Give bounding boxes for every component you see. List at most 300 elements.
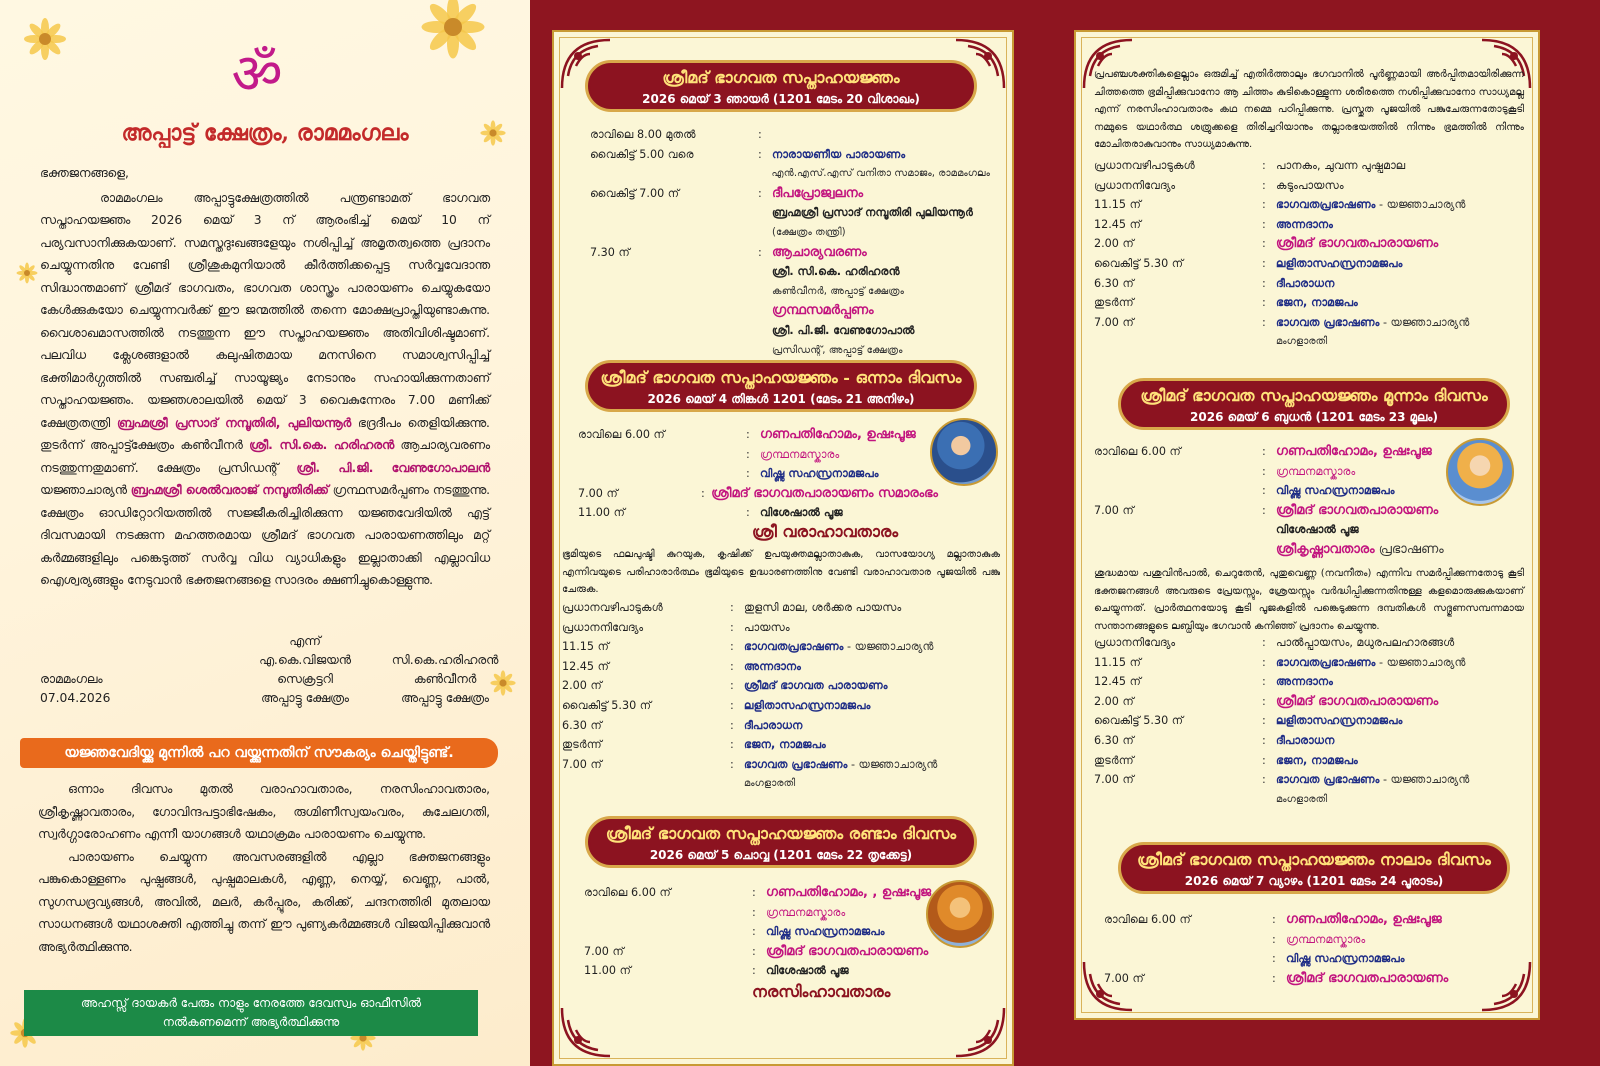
para-notice-band: യജ്ഞവേദിയ്ക്കു മുന്നിൽ പറ വയ്ക്കുന്നതിന് സൗകര്യം ചെയ്തിട്ടുണ്ട്. [20,738,498,768]
schedule-row [590,262,990,282]
schedule-time: 6.30 ന് [562,718,602,732]
secretary-name: എ.കെ.വിജയൻ [259,653,351,667]
schedule-time: 7.00 ന് [1094,503,1134,517]
schedule-item-text: വിശേഷാൽ പൂജ [766,964,849,978]
schedule-row [584,903,944,923]
schedule-time [1094,540,1262,560]
colon-separator: : [1262,276,1266,290]
colon-separator: : [758,245,762,259]
schedule-item [1276,520,1464,540]
schedule-item-text: ശ്രീ. സി.കെ. ഹരിഹരൻ [772,265,900,279]
colon-separator: : [1262,773,1266,787]
schedule-item-text: ദീപപ്രോജ്വലനം [772,185,864,201]
schedule-item-text: ഗ്രന്ഥനമസ്കാരം [760,447,840,461]
schedule-item [1276,215,1524,235]
schedule-item-text: പ്രസിഡന്റ്, അപ്പാട്ട് ക്ഷേത്രം [772,344,903,356]
schedule-item-text: ശ്രീമദ് ഭാഗവതപാരായണം [1286,970,1449,986]
schedule-row [1094,274,1524,294]
colon-separator: : [730,718,734,732]
invitation-letter [40,162,490,592]
avatar-heading: ശ്രീ വരാഹാവതാരം [752,522,899,541]
schedule-time [590,223,758,243]
schedule-item-text: മംഗളാരതി [1276,336,1328,348]
schedule-time: 12.45 ന് [1094,675,1141,689]
schedule-item [766,961,944,981]
schedule-item-text: ആചാര്യവരണം [772,244,867,260]
schedule-time [1104,949,1272,969]
schedule-item-note: - യജ്ഞാചാര്യൻ [1379,773,1470,787]
colon-separator: : [752,905,756,919]
schedule-row [590,301,990,321]
schedule-item [772,321,990,341]
colon-separator: : [730,679,734,693]
colon-separator [758,203,772,223]
schedule-item-text: മംഗളാരതി [744,778,796,790]
banner-title: ശ്രീമദ് ഭാഗവത സപ്താഹയജ്ഞം മൂന്നാം ദിവസം [1140,386,1488,405]
place: രാമമംഗലം [40,672,103,686]
colon-separator: : [746,467,750,481]
schedule-row [590,321,990,341]
letter-text: രാമമംഗലം അപ്പാട്ടുക്ഷേത്രത്തിൽ പന്ത്രണ്ടാമത് ഭാഗവത സപ്താഹയജ്ഞം 2026 മെയ് 3 ന് ആരംഭിച്ച് മെയ് 10 ന് പര്യവസാനിക്കുകയാണ്. സമസ്തദുഃഖങ്ങളേയും നശിപ്പിച്ച് അമൃതത്വത്തെ പ്രദാനം ചെയ്യുന്നതിനു വേണ്ടി ശ്രീശുകമുനിയാൽ കീർത്തിക്കപ്പെട്ട സർവ്വവേദാന്ത സിദ്ധാന്തമാണ് ശ്രീമദ് ഭാഗവതം, ഭാഗവത ശാസ്ത്രം പാരായണം ചെയ്യുകയോ കേൾക്കുകയോ ചെയ്യുന്നവർക്ക് ഈ ജന്മത്തിൽ തന്നെ മോക്ഷപ്രാപ്തിയുണ്ടാകുന്നു. വൈശാഖമാസത്തിൽ നടത്തുന്ന ഈ സപ്താഹയജ്ഞം അതിവിശിഷ്ടമാണ്. പലവിധ ക്ലേശങ്ങളാൽ കലുഷിതമായ മനസിനെ സമാശ്വസിപ്പിച്ച് ഭക്തിമാർഗ്ഗത്തിൽ സഞ്ചരിച്ച് സായൂജ്യം നേടാനും സഹായിക്കുന്നതാണ് സപ്താഹയജ്ഞം. യജ്ഞശാലയിൽ മെയ് 3 വൈകുന്നേരം 7.00 മണിക്ക് ക്ഷേത്രതന്ത്രി [40,190,490,430]
schedule-time: 7.00 ന് [562,757,602,771]
colon-separator: : [1272,932,1276,946]
president-name: ശ്രീ. പി.ജി. വേണുഗോപാലൻ [296,460,490,475]
schedule-item-text: ലളിതാസഹസ്രനാമജപം [744,698,871,712]
schedule-item-text: വിശേഷാൽ പൂജ [760,506,843,520]
schedule-time: പ്രധാനനിവേദ്യം [562,620,644,634]
ahass-notice-line1: അഹസ്സ് ദായകർ പേരും നാളും നേരത്തേ ദേവസ്വം ഓഫീസിൽ [80,996,422,1010]
letter-text: ആചാര്യവരണം നടത്തുന്നതുമാണ്. ക്ഷേത്രം പ്രസിഡന്റ് [40,438,490,475]
schedule-row [584,883,944,903]
schedule-item-note: - യജ്ഞാചാര്യൻ [847,757,938,771]
schedule-row [562,598,1002,618]
schedule-time: 7.30 ന് [590,245,630,259]
deity-image [930,418,998,486]
schedule-item-text: ഭജന, നാമജപം [744,738,826,752]
schedule-item [744,598,1002,618]
schedule-row [590,223,990,243]
schedule-row [1094,731,1524,751]
colon-separator [758,321,772,341]
schedule-item [771,164,990,184]
colon-separator: : [1272,913,1276,926]
schedule-item [1276,790,1524,810]
schedule-row [1094,313,1524,333]
schedule-item-text: ഗണപതിഹോമം, ഉഷഃപൂജ [760,427,916,442]
schedule-time: പ്രധാനനിവേദ്യം [1094,178,1176,192]
schedule-time [590,301,758,321]
schedule-row [1094,332,1524,352]
schedule-item-text: (ക്ഷേത്രം തന്ത്രി) [772,226,846,238]
colon-separator: : [701,486,705,500]
schedule-time: വൈകിട്ട് 5.30 ന് [562,698,652,712]
schedule-row [1104,910,1504,930]
colon-separator: : [758,147,762,161]
schedule-row [590,203,990,223]
schedule-item-text: ലളിതാസഹസ്രനാമജപം [1276,256,1403,270]
colon-separator: : [758,128,762,141]
schedule-item-text: വിഷ്ണു സഹസ്രനാമജപം [1276,484,1395,498]
schedule-item-text: ശ്രീമദ് ഭാഗവതപാരായണം സമാരംഭം [711,485,938,501]
invitation-panel [0,0,530,1066]
convener-signature-name: സി.കെ.ഹരിഹരൻ [391,653,499,667]
schedule-item [1276,462,1464,482]
schedule-item [1276,501,1464,521]
schedule-item [1286,969,1504,989]
colon-separator: : [752,944,756,958]
schedule-time: 11.15 ന് [562,640,609,654]
colon-separator [758,223,772,243]
schedule-time [1094,462,1262,482]
letter-paragraph [40,187,490,592]
schedule-item [772,243,990,263]
schedule-item-text: ശ്രീ. പി.ജി. വേണുഗോപാൽ [772,323,915,337]
schedule-row [1094,215,1524,235]
colon-separator: : [752,886,756,899]
schedule-time: പ്രധാനനിവേദ്യം [1094,636,1176,649]
schedule-item-text: ഗ്രന്ഥനമസ്കാരം [766,905,846,919]
colon-separator [1262,790,1276,810]
schedule-item-text: കടുംപായസം [1276,178,1344,192]
colon-separator: : [1272,971,1276,985]
colon-separator [730,774,744,794]
schedule-time: രാവിലെ 6.00 ന് [578,428,665,441]
schedule-item-text: ദീപാരാധന [1276,276,1335,290]
schedule-row [1094,790,1524,810]
day1-evening-schedule [562,598,1002,794]
schedule-row [590,243,990,263]
colon-separator: : [1262,464,1266,478]
avatar-description: ഭൂമിയുടെ ഫലപുഷ്ടി കുറയുക, കൃഷിക്ക് ഉപയുക്തമല്ലാതാകുക, വാസയോഗ്യ മല്ലാതാകുക എന്നിവയുടെ പരിഹാരാർത്ഥം ഭൂമിയുടെ ഉദ്ധാരണത്തിനു വേണ്ടി വരാഹാവതാര പൂജയിൽ പങ്കു ചേരുക. [562,549,1000,595]
colon-separator: : [730,659,734,673]
schedule-item [760,464,938,484]
schedule-item-text: ഭാഗവത പ്രഭാഷണം [1276,315,1380,329]
day4-banner [1118,842,1510,894]
schedule-time: 7.00 ന് [1104,971,1144,985]
schedule-row [1094,234,1524,254]
colon-separator: : [1262,484,1266,498]
schedule-item-text: ഗ്രന്ഥനമസ്കാരം [1286,932,1366,946]
narasimha-description: പ്രപഞ്ചശക്തികളെല്ലാം ഒരുമിച്ച് എതിർത്താലും ഭഗവാനിൽ പൂർണ്ണമായി അർപ്പിതമായിരിക്കുന്ന ചിത്തത്തെ ഭ്രമിപ്പിക്കുവാനോ ആ ചിത്തം കുടികൊള്ളുന്ന ശരീരത്തെ നശിപ്പിക്കുവാനോ സാധ്യമല്ല എന്ന് നരസിംഹാവതാരം കഥ നമ്മെ പഠിപ്പിക്കുന്നു. പ്രസ്തുത പൂജയിൽ പങ്കുചേരുന്നതോടുകൂടി നമ്മുടെ യഥാർത്ഥ ശത്രുക്കളെ തിരിച്ചറിയാനും തല്ലാരഭയത്തിൽ നിന്നും ഭ്രമത്തിൽ നിന്നും മോചിതരാകുവാനും സാധ്യമാകുന്നു. [1094,69,1524,150]
colon-separator: : [1262,237,1266,251]
schedule-row [590,145,990,165]
day2-banner [585,816,977,868]
schedule-time: പ്രധാനവഴിപാടുകൾ [562,601,663,614]
schedule-time: രാവിലെ 6.00 ന് [584,886,671,899]
schedule-time [590,282,758,302]
colon-separator: : [746,447,750,461]
schedule-item-note: - യജ്ഞാചാര്യൻ [1375,198,1466,212]
schedule-item [744,657,1002,677]
schedule-item-text: ഗ്രന്ഥസമർപ്പണം [772,303,874,319]
offering-text [38,778,490,958]
schedule-row [578,445,938,465]
schedule-row [562,676,1002,696]
colon-separator: : [730,698,734,712]
deity-image [926,880,994,948]
schedule-item [1276,176,1524,196]
schedule-time: രാവിലെ 6.00 ന് [1094,445,1181,458]
schedule-item-text: ശ്രീകൃഷ്ണാവതാരം [1276,541,1375,557]
schedule-item-text: കൺവീനർ, അപ്പാട്ട് ക്ഷേത്രം [772,285,904,297]
schedule-item-text: ഗണപതിഹോമം, ഉഷഃപൂജ [1276,444,1432,459]
schedule-time: വൈകിട്ട് 5.30 ന് [1094,256,1184,270]
schedule-time [1094,520,1262,540]
schedule-item [1276,332,1524,352]
schedule-row [590,282,990,302]
schedule-item-text: ലളിതാസഹസ്രനാമജപം [1276,714,1403,728]
schedule-item-text: അന്നദാനം [744,659,801,673]
schedule-row [578,425,938,445]
greeting: ഭക്തജനങ്ങളെ, [40,166,129,180]
schedule-item [760,445,938,465]
schedule-time: 2.00 ന് [1094,694,1134,708]
schedule-item-text: ശ്രീമദ് ഭാഗവതപാരായണം [1276,502,1439,518]
acharya-name: ബ്രഹ്മശ്രീ ശെൽവരാജ് നമ്പൂതിരിക്ക് [130,483,329,497]
schedule-item-text: ഭജന, നാമജപം [1276,296,1358,310]
letter-date: 07.04.2026 [40,691,111,705]
schedule-item [1286,930,1504,950]
colon-separator: : [730,620,734,634]
schedule-time [590,262,758,282]
schedule-row [1094,293,1524,313]
day0-banner [585,60,977,112]
colon-separator: : [752,964,756,978]
schedule-item-text: ഭജന, നാമജപം [1276,753,1358,767]
colon-separator: : [746,428,750,441]
schedule-time [1104,930,1272,950]
schedule-time: 6.30 ന് [1094,276,1134,290]
schedule-item-text: ഭാഗവതപ്രഭാഷണം [744,640,844,654]
schedule-item [1276,254,1524,274]
schedule-time: 11.15 ന് [1094,198,1141,212]
schedule-time: തുടർന്ന് [1094,753,1134,767]
colon-separator: : [752,925,756,939]
schedule-row [590,184,990,204]
enn-label: എന്ന് [289,634,321,648]
colon-separator: : [1262,675,1266,689]
schedule-item-text: ഭാഗവത പ്രഭാഷണം [1276,773,1380,787]
schedule-row [562,618,1002,638]
schedule-time: തുടർന്ന് [1094,296,1134,310]
schedule-item-text: ദീപാരാധന [1276,733,1335,747]
colon-separator: : [746,506,750,520]
colon-separator: : [730,757,734,771]
secretary-org: അപ്പാട്ടു ക്ഷേത്രം [261,691,349,705]
schedule-item [766,922,944,942]
schedule-row [562,755,1002,775]
banner-title: ശ്രീമദ് ഭാഗവത സപ്താഹയജ്ഞം [662,68,900,87]
schedule-item [772,341,990,361]
colon-separator: : [1262,198,1266,212]
schedule-item-text: അന്നദാനം [1276,217,1333,231]
letter-text: യജ്ഞാചാര്യൻ [40,483,127,497]
banner-title: ശ്രീമദ് ഭാഗവത സപ്താഹയജ്ഞം നാലാം ദിവസം [1137,850,1491,869]
banner-date: 2026 മെയ് 3 ഞായർ (1201 മേടം 20 വിശാഖം) [642,92,920,106]
ahass-notice-line2: നൽകണമെന്ന് അഭ്യർത്ഥിക്കുന്നു [162,1015,340,1029]
corner-ornament [952,1004,1008,1060]
deity-image [1446,438,1514,506]
schedule-row [1094,462,1464,482]
schedule-item [772,282,990,302]
convener-name: ശ്രീ. സി.കെ. ഹരിഹരൻ [249,438,395,452]
schedule-item-note: പ്രഭാഷണം [1374,541,1444,557]
schedule-row [1094,653,1524,673]
schedule-item-text: നാരായണീയ പാരായണം [772,147,906,161]
schedule-item [744,774,1002,794]
schedule-item [744,637,1002,657]
day2-schedule [584,883,944,981]
schedule-item [1276,692,1524,712]
schedule-item-text: ശ്രീമദ് ഭാഗവതപാരായണം [1276,236,1439,252]
schedule-row [562,657,1002,677]
schedule-time: 7.00 ന് [1094,773,1134,787]
schedule-item-text: പായസം [744,620,790,634]
schedule-item-text: ശ്രീമദ് ഭാഗവതപാരായണം [1276,693,1439,709]
colon-separator: : [1262,636,1266,649]
schedule-time: വൈകിട്ട് 5.30 ന് [1094,714,1184,728]
schedule-item [1276,481,1464,501]
colon-separator [758,262,772,282]
schedule-time [590,164,757,184]
colon-separator: : [1262,256,1266,270]
schedule-time: 11.15 ന് [1094,655,1141,669]
colon-separator: : [1262,315,1266,329]
schedule-time: 11.00 ന് [584,964,631,978]
schedule-time: 7.00 ന് [1094,315,1134,329]
schedule-row [1094,770,1524,790]
colon-separator [1262,540,1276,560]
corner-ornament [558,1004,614,1060]
schedule-item-text: വിശേഷാൽ പൂജ [1276,523,1359,537]
colon-separator [758,282,772,302]
convener-org: അപ്പാട്ടു ക്ഷേത്രം [401,691,489,705]
schedule-row [1104,949,1504,969]
schedule-row [1094,672,1524,692]
colon-separator: : [730,738,734,752]
schedule-row [590,341,990,361]
schedule-item [1276,633,1524,653]
schedule-item-text: ദീപാരാധന [744,718,803,732]
schedule-time [590,203,758,223]
colon-separator: : [1262,503,1266,517]
ahass-notice-band [24,990,478,1036]
colon-separator [1262,520,1276,540]
schedule-time: 12.45 ന് [1094,217,1141,231]
schedule-row [584,961,944,981]
schedule-item [772,184,990,204]
schedule-row [1104,969,1504,989]
day3-banner [1118,378,1510,430]
flower-decoration [16,262,39,285]
banner-date: 2026 മെയ് 5 ചൊവ്വ (1201 മേടം 22 തൃക്കേട്ട) [649,848,913,862]
schedule-item [1276,770,1524,790]
schedule-item-text: ഗണപതിഹോമം, ഉഷഃപൂജ [1286,912,1442,927]
convener-role: കൺവീനർ [413,672,477,686]
schedule-row [1094,156,1524,176]
schedule-item [744,755,1002,775]
schedule-item [744,618,1002,638]
schedule-item [1276,711,1524,731]
schedule-time [562,774,730,794]
schedule-time: രാവിലെ 6.00 ന് [1104,913,1191,926]
schedule-item-text: ഭാഗവതപ്രഭാഷണം [1276,655,1376,669]
schedule-time: 7.00 ന് [584,944,624,958]
avatar-reading-paragraph: ഒന്നാം ദിവസം മുതൽ വരാഹാവതാരം, നരസിംഹാവതാരം, ശ്രീകൃഷ്ണാവതാരം, ഗോവിന്ദപട്ടാഭിഷേകം, രുഗ്മിണീസ്വയംവരം, കുചേലഗതി, സ്വർഗ്ഗാരോഹണം എന്നീ യാഗങ്ങൾ യഥാക്രമം പാരായണം ചെയ്യുന്നു. [38,782,490,841]
schedule-item [1276,731,1524,751]
schedule-time: 7.00 ന് [578,486,618,500]
schedule-time: രാവിലെ 8.00 മുതൽ [590,128,696,141]
schedule-item-text: പാനകം, ചുവന്ന പുഷ്പമാല [1276,159,1406,172]
schedule-item [772,145,990,165]
colon-separator: : [1262,753,1266,767]
schedule-item-note: - യജ്ഞാചാര്യൻ [1379,315,1470,329]
schedule-row [1094,751,1524,771]
schedule-item [1276,234,1524,254]
schedule-item-text: ബ്രഹ്മശ്രീ പ്രസാദ് നമ്പൂതിരി പുലിയന്നൂർ [772,206,973,220]
colon-separator: : [730,601,734,614]
schedule-row [562,774,1002,794]
schedule-item-text: പാൽപ്പായസം, മധുരപലഹാരങ്ങൾ [1276,636,1455,649]
banner-date: 2026 മെയ് 4 തിങ്കൾ 1201 (മേടം 21 അനിഴം) [647,392,915,406]
schedule-item [1286,910,1504,930]
schedule-item-text: ഗണപതിഹോമം, , ഉഷഃപൂജ [766,885,932,900]
schedule-row [578,464,938,484]
schedule-item [1276,540,1464,560]
banner-title: ശ്രീമദ് ഭാഗവത സപ്താഹയജ്ഞം രണ്ടാം ദിവസം [605,824,957,843]
schedule-item-text: വിഷ്ണു സഹസ്രനാമജപം [1286,952,1405,966]
schedule-item-text: ശ്രീമദ് ഭാഗവതപാരായണം [766,943,929,959]
schedule-time [578,464,746,484]
colon-separator: : [1262,178,1266,192]
schedule-time: 12.45 ന് [562,659,609,673]
schedule-item-text: ഗ്രന്ഥനമസ്കാരം [1276,464,1356,478]
schedule-row [584,922,944,942]
schedule-item [1276,156,1524,176]
krishna-description: ശുദ്ധമായ പശുവിൻപാൽ, ചെറുതേൻ, പുതുവെണ്ണ (നവനീതം) എന്നിവ സമർപ്പിക്കുന്നതോടു കൂടി ഭക്തജനങ്ങൾ അവരുടെ പ്രേയസ്സും, ശ്രേയസ്സും വർദ്ധിപ്പിക്കുന്നതിനുള്ള കളമൊരുക്കുകയാണ് ചെയ്യുന്നത്. പ്രാർത്ഥനയോടു കൂടി പൂജകളിൽ പങ്കെടുക്കുന്ന ദമ്പതികൾ സദ്ഗുണസമ്പന്നമായ സന്താനങ്ങളുടെ ലബ്ധിയും ഭഗവാൻ കനിഞ്ഞ് പ്രദാനം ചെയ്യുന്നു. [1094,568,1524,632]
colon-separator: : [1262,714,1266,728]
flower-decoration [22,16,68,62]
schedule-item [1276,195,1524,215]
schedule-time [1094,790,1262,810]
schedule-item [772,125,990,145]
schedule-row [562,735,1002,755]
schedule-time [590,341,758,361]
banner-title: ശ്രീമദ് ഭാഗവത സപ്താഹയജ്ഞം - ഒന്നാം ദിവസം [600,368,962,387]
schedule-item [1286,949,1504,969]
schedule-row [1094,633,1524,653]
schedule-item [1276,293,1524,313]
om-symbol: ॐ [231,42,283,107]
secretary-role: സെക്രട്ടറി [277,672,333,686]
schedule-row [1094,442,1464,462]
schedule-row [562,716,1002,736]
letter-text: ഗ്രന്ഥസമർപ്പണം നടത്തുന്നു. ക്ഷേത്രം ഓഡിറ്റോറിയത്തിൽ സജ്ജീകരിച്ചിരിക്കുന്ന യജ്ഞവേദിയിൽ എട്ട് ദിവസമായി നടക്കുന്ന മഹത്തരമായ ശ്രീമദ് ഭാഗവത പാരായണത്തിലും മറ്റ് കർമ്മങ്ങളിലും പങ്കെടുത്ത് സർവ്വ വിധ വ്യാധികളും ഇല്ലാതാക്കി എല്ലാവിധ ഐശ്വര്യങ്ങളും നേടുവാൻ ഭക്തജനങ്ങളെ സാദരം ക്ഷണിച്ചുകൊള്ളുന്നു. [40,483,490,587]
banner-date: 2026 മെയ് 7 വ്യാഴം (1201 മേടം 24 പൂരാടം) [1184,874,1444,888]
offerings-paragraph: പാരായണം ചെയ്യുന്ന അവസരങ്ങളിൽ എല്ലാ ഭക്തജനങ്ങളും പങ്കുകൊള്ളണം പുഷ്പങ്ങൾ, പുഷ്പമാലകൾ, എണ്ണ, നെയ്യ്, വെണ്ണ, പാൽ, സുഗന്ധദ്രവ്യങ്ങൾ, അവിൽ, മലർ, കർപ്പൂരം, കരിക്ക്, ചന്ദനത്തിരി മുതലായ സാധനങ്ങൾ യഥാശക്തി എത്തിച്ചു തന്ന് ഈ പുണ്യകർമ്മങ്ങൾ വിജയിപ്പിക്കുവാൻ അഭ്യർത്ഥിക്കുന്നു. [38,849,490,954]
schedule-item [1276,751,1524,771]
schedule-time [584,922,752,942]
colon-separator: : [1272,952,1276,966]
day1-morning-schedule [578,425,938,523]
schedule-item [760,503,938,523]
schedule-row [578,503,938,523]
schedule-item [744,676,1002,696]
schedule-time: തുടർന്ന് [562,738,602,752]
schedule-row [562,637,1002,657]
schedule-row [590,125,990,145]
schedule-item-note: - യജ്ഞാചാര്യൻ [843,640,934,654]
